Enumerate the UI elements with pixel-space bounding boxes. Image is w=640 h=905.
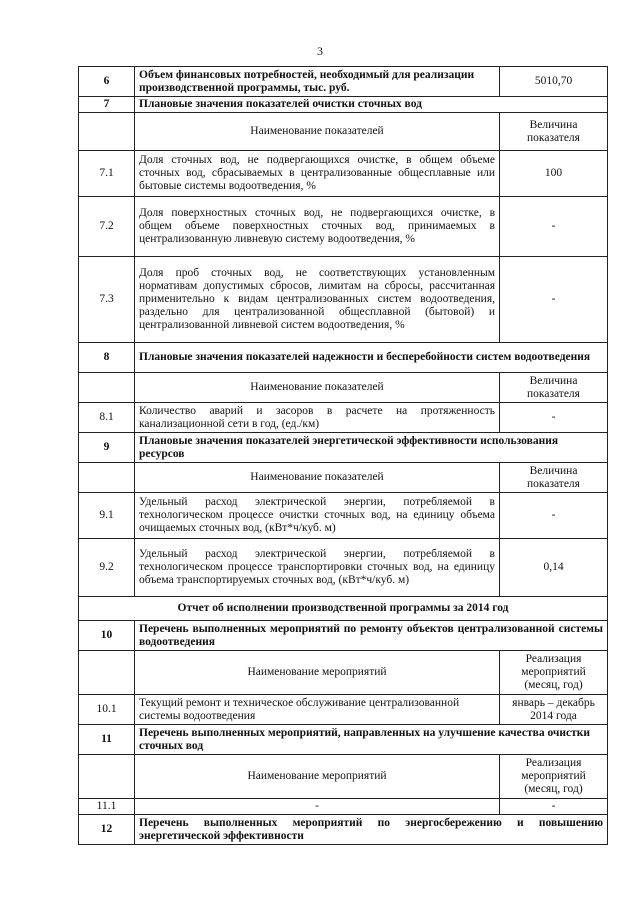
header-row: [79, 755, 608, 799]
report-title: Отчет об исполнении производственной программы за 2014 год: [79, 597, 608, 621]
row-value: январь – декабрь 2014 года: [500, 695, 608, 725]
column-header-name: Наименование мероприятий: [135, 651, 500, 695]
row-value: -: [500, 257, 608, 343]
row-text: -: [135, 799, 500, 815]
row-text: Удельный расход электрической энергии, потребляемой в технологическом процессе транспортировки сточных вод, на единицу объема транспортируемых сточных вод, (кВт*ч/куб. м): [135, 539, 500, 597]
empty-cell: [79, 373, 135, 403]
section-title: Плановые значения показателей надежности и бесперебойности систем водоотведения: [135, 343, 608, 373]
row-number: 11.1: [79, 799, 135, 815]
column-header-value: Величина показателя: [500, 113, 608, 151]
row-text: Текущий ремонт и техническое обслуживание централизованной системы водоотведения: [135, 695, 500, 725]
column-header-name: Наименование мероприятий: [135, 755, 500, 799]
section-row: [79, 725, 608, 755]
empty-cell: [79, 651, 135, 695]
report-title-row: [79, 597, 608, 621]
section-number: 7: [79, 97, 135, 113]
section-title: Плановые значения показателей энергетической эффективности использования ресурсов: [135, 433, 608, 463]
column-header-name: Наименование показателей: [135, 463, 500, 493]
section-row: [79, 343, 608, 373]
column-header-value: Реализация мероприятий (месяц, год): [500, 755, 608, 799]
section-title: Перечень выполненных мероприятий по ремонту объектов централизованной системы водоотведения: [135, 621, 608, 651]
column-header-value: Реализация мероприятий (месяц, год): [500, 651, 608, 695]
table-row: [79, 539, 608, 597]
column-header-name: Наименование показателей: [135, 113, 500, 151]
row-text: Удельный расход электрической энергии, потребляемой в технологическом процессе очистки сточных вод, на единицу объема очищаемых сточных вод, (кВт*ч/куб. м): [135, 493, 500, 539]
row-value: -: [500, 197, 608, 257]
page-number: 3: [317, 44, 323, 58]
section-row: [79, 97, 608, 113]
column-header-value: Величина показателя: [500, 373, 608, 403]
column-header-value: Величина показателя: [500, 463, 608, 493]
section-row: [79, 621, 608, 651]
section-number: 8: [79, 343, 135, 373]
table-row: [79, 403, 608, 433]
row-text: Доля поверхностных сточных вод, не подвергающихся очистке, в общем объеме поверхностных сточных вод, принимаемых в централизованную ливневую систему водоотведения, %: [135, 197, 500, 257]
section-row: [79, 815, 608, 845]
section-row: [79, 433, 608, 463]
empty-cell: [79, 755, 135, 799]
header-row: [79, 651, 608, 695]
table-row: [79, 197, 608, 257]
section-number: 10: [79, 621, 135, 651]
header-row: [79, 373, 608, 403]
row-value: 5010,70: [500, 67, 608, 97]
table-row: [79, 151, 608, 197]
section-title: Перечень выполненных мероприятий по энергосбережению и повышению энергетической эффективности: [135, 815, 608, 845]
row-number: 7.3: [79, 257, 135, 343]
row-text: Доля проб сточных вод, не соответствующих установленным нормативам допустимых сбросов, лимитам на сбросы, рассчитанная применительно к видам централизованных систем водоотведения, раздельно для централизованной общесплавной (бытовой) и централизованной ливневой систем водоотведения, %: [135, 257, 500, 343]
table-row: [79, 493, 608, 539]
section-number: 11: [79, 725, 135, 755]
header-row: [79, 463, 608, 493]
row-number: 8.1: [79, 403, 135, 433]
row-number: 7.1: [79, 151, 135, 197]
section-number: 9: [79, 433, 135, 463]
row-text: Объем финансовых потребностей, необходимый для реализации производственной программы, тыс. руб.: [135, 67, 500, 97]
row-value: 0,14: [500, 539, 608, 597]
table-row: [79, 695, 608, 725]
row-number: 9.2: [79, 539, 135, 597]
table-row: [79, 67, 608, 97]
table-row: [79, 257, 608, 343]
row-value: -: [500, 403, 608, 433]
section-title: Перечень выполненных мероприятий, направленных на улучшение качества очистки сточных вод: [135, 725, 608, 755]
table-row: [79, 799, 608, 815]
section-number: 12: [79, 815, 135, 845]
row-text: Доля сточных вод, не подвергающихся очистке, в общем объеме сточных вод, сбрасываемых в централизованные общесплавные или бытовые системы водоотведения, %: [135, 151, 500, 197]
row-number: 9.1: [79, 493, 135, 539]
header-row: [79, 113, 608, 151]
row-number: 6: [79, 67, 135, 97]
empty-cell: [79, 113, 135, 151]
program-table: [78, 66, 608, 845]
section-title: Плановые значения показателей очистки сточных вод: [135, 97, 608, 113]
row-value: 100: [500, 151, 608, 197]
row-text: Количество аварий и засоров в расчете на протяженность канализационной сети в год, (ед./км): [135, 403, 500, 433]
column-header-name: Наименование показателей: [135, 373, 500, 403]
empty-cell: [79, 463, 135, 493]
row-number: 10.1: [79, 695, 135, 725]
row-number: 7.2: [79, 197, 135, 257]
row-value: -: [500, 493, 608, 539]
row-value: -: [500, 799, 608, 815]
